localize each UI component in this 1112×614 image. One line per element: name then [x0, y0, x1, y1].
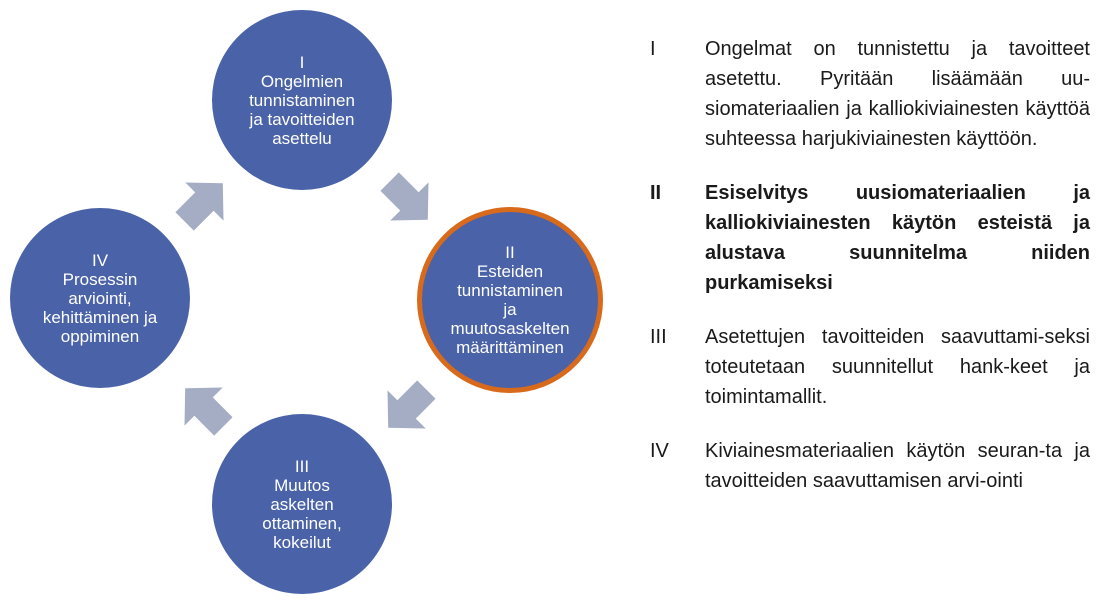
stage-number: I [299, 52, 305, 72]
stage-label-line: tunnistaminen [457, 281, 563, 300]
stage-number: IV [91, 250, 109, 270]
legend-text: Ongelmat on tunnistettu ja tavoitteet asetettu. Pyritään lisäämään uu-siomateriaalien ja kalliokiviainesten käyttöä suhteessa harjukiviainesten käyttöön. [705, 38, 1090, 150]
stage-circle-II-highlighted [417, 207, 603, 393]
stage-label-line: Prosessin [62, 269, 138, 289]
legend-number: I [650, 38, 656, 60]
stage-number: II [505, 243, 515, 262]
legend-number: IV [650, 440, 669, 462]
stage-label-line: ottaminen, [262, 513, 342, 533]
stage-label-line: Muutos [274, 475, 330, 495]
stage-circle-IV [10, 208, 190, 388]
stage-label-line: määrittäminen [456, 338, 564, 357]
stage-label-line: Esteiden [476, 262, 544, 281]
stage-label-line: askelten [270, 494, 334, 514]
arrow-II-to-III [369, 371, 445, 447]
arrow-I-to-II [371, 163, 447, 239]
stage-label-line: oppiminen [60, 326, 140, 346]
stage-label-line: kehittäminen ja [42, 307, 158, 327]
stage-label-line: muutosaskelten [450, 319, 570, 338]
legend-number: II [650, 182, 662, 204]
stage-circle-I [212, 10, 392, 190]
stage-label-line: asettelu [272, 128, 332, 148]
stage-number: III [294, 456, 310, 476]
legend-item-IV [650, 436, 1090, 496]
legend-text: Esiselvitys uusiomateriaalien ja kalliokiviainesten käytön esteistä ja alustava suunnitelma niiden purkamiseksi [705, 182, 1090, 294]
stage-label-line: kokeilut [273, 532, 331, 552]
stage-circle-III [212, 414, 392, 594]
arrow-III-to-IV [166, 369, 242, 445]
stage-label-line: tunnistaminen [249, 90, 355, 110]
legend-item-II [650, 178, 1090, 298]
legend-text: Kiviainesmateriaalien käytön seuran-ta ja tavoitteiden saavuttamisen arvi-ointi [705, 440, 1090, 492]
legend-item-I [650, 34, 1090, 154]
legend-item-III [650, 322, 1090, 412]
stage-label-line: Ongelmien [260, 71, 344, 91]
legend-text: Asetettujen tavoitteiden saavuttami-seksi toteutetaan suunnitellut hank-keet ja toimintamallit. [705, 326, 1090, 408]
arrow-IV-to-I [166, 164, 242, 240]
stage-label-line: ja [503, 300, 517, 319]
stage-label-line: ja tavoitteiden [249, 109, 355, 129]
stage-legend [650, 34, 1090, 520]
legend-number: III [650, 326, 667, 348]
stage-label-line: arviointi, [68, 288, 132, 308]
